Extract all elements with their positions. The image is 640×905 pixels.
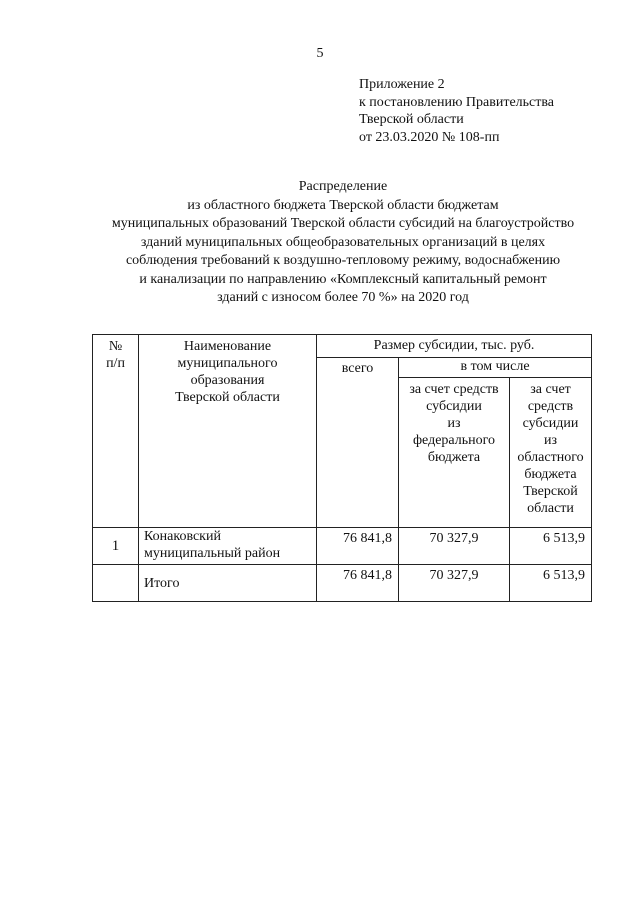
row-total: 76 841,8 [317,528,399,565]
title-line: соблюдения требований к воздушно-тепловому режиму, водоснабжению [125,253,561,268]
total-row-total: 76 841,8 [317,565,399,602]
header-municipality: Наименование муниципального образования Тверской области [139,335,317,528]
appendix-line: к постановлению Правительства [359,94,555,110]
header-number: № п/п [93,335,139,528]
row-number: 1 [93,528,139,565]
subsidy-table [92,334,592,602]
appendix-block [359,76,554,146]
title-line: и канализации по направлению «Комплексный капитальный ремонт [139,271,547,287]
row-municipality: Конаковский муниципальный район [139,528,317,565]
title-line: Распределение [298,179,388,194]
table-row [93,528,592,565]
title-line: зданий с износом более 70 %» на 2020 год [217,290,469,305]
document-title [0,178,640,308]
total-row-regional: 6 513,9 [510,565,592,602]
appendix-line: от 23.03.2020 № 108-пп [359,129,500,145]
appendix-line: Тверской области [359,112,464,127]
total-row-number [93,565,139,602]
row-regional: 6 513,9 [510,528,592,565]
total-row-federal: 70 327,9 [399,565,510,602]
title-line: зданий муниципальных общеобразовательных организаций в целях [140,234,546,250]
header-including: в том числе [399,358,592,378]
title-line: муниципальных образований Тверской области субсидий на благоустройство [111,216,575,231]
header-total: всего [317,358,399,528]
header-subsidy-size: Размер субсидии, тыс. руб. [317,335,592,358]
table-header-row [93,335,592,358]
appendix-line: Приложение 2 [359,77,445,92]
total-row-label: Итого [139,565,317,602]
row-federal: 70 327,9 [399,528,510,565]
header-regional: за счет средств субсидии из областного бюджета Тверской области [510,378,592,528]
title-line: из областного бюджета Тверской области бюджетам [187,197,499,213]
page-number: 5 [316,46,324,61]
header-federal: за счет средств субсидии из федерального бюджета [399,378,510,528]
table-total-row [93,565,592,602]
